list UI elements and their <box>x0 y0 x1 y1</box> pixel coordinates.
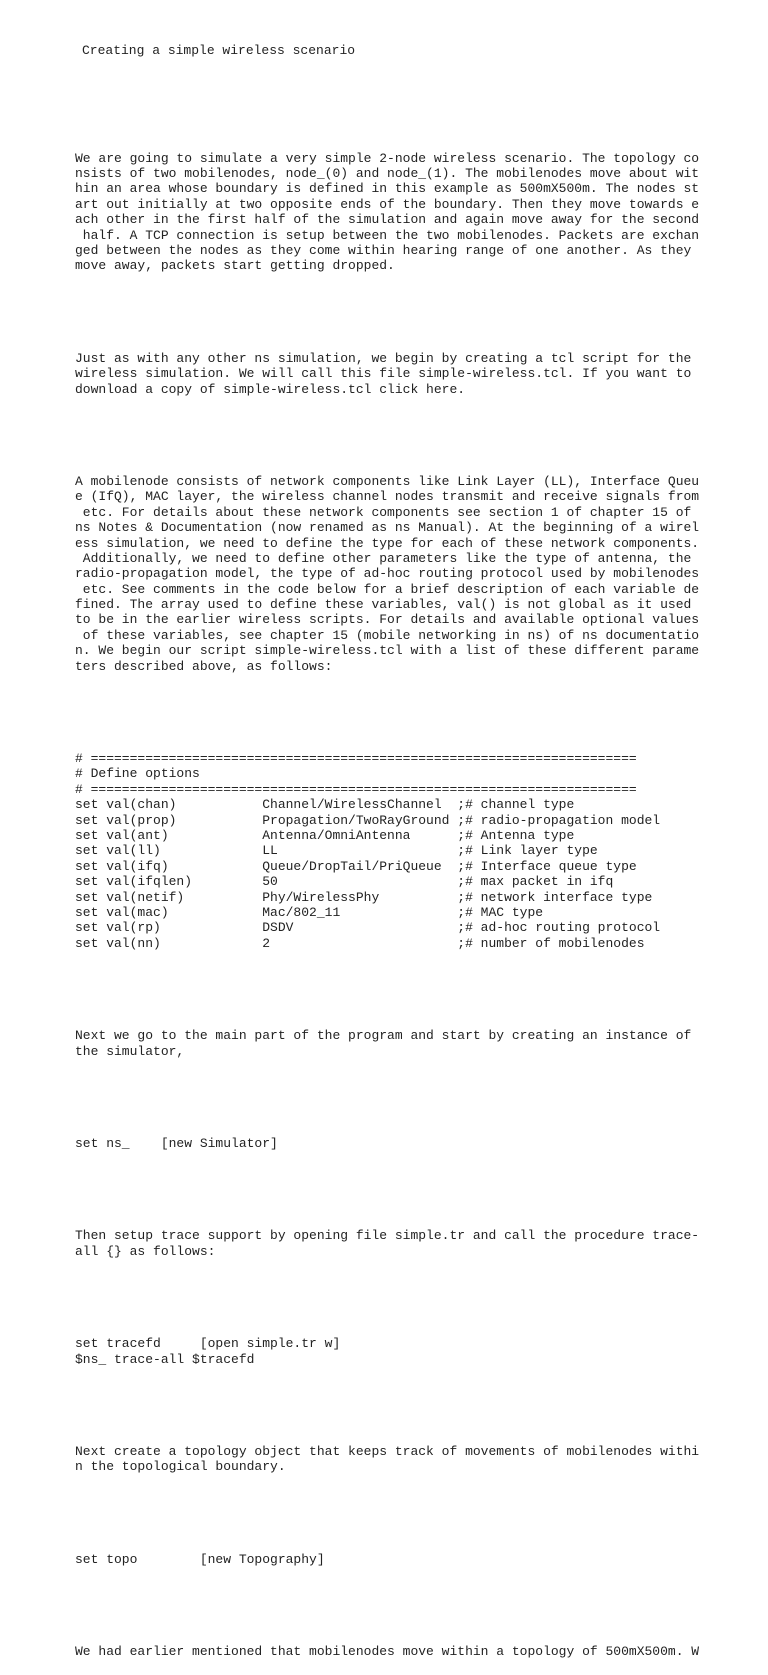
text-line: $ns_ trace-all $tracefd <box>75 1351 255 1367</box>
text-line: Just as with any other ns simulation, we begin by creating a tcl script for the <box>75 350 692 366</box>
text-line: n. We begin our script simple-wireless.tcl with a list of these different parame <box>75 643 700 659</box>
text-line: ess simulation, we need to define the type for each of these network components. <box>75 535 700 551</box>
text-line: set val(mac) Mac/802_11 ;# MAC type <box>75 904 544 920</box>
text-line: etc. For details about these network components see section 1 of chapter 15 of <box>75 504 692 520</box>
text-line: Additionally, we need to define other parameters like the type of antenna, the <box>75 550 692 566</box>
text-line: We are going to simulate a very simple 2-node wireless scenario. The topology co <box>75 150 700 166</box>
paragraph-main-program <box>75 1028 692 1059</box>
text-line: fined. The array used to define these variables, val() is not global as it used <box>75 597 692 613</box>
text-line: set val(rp) DSDV ;# ad-hoc routing protocol <box>75 920 661 936</box>
text-line: set val(ifq) Queue/DropTail/PriQueue ;# Interface queue type <box>75 858 637 874</box>
document-body <box>75 12 700 1675</box>
text-line: all {} as follows: <box>75 1243 216 1259</box>
text-line: radio-propagation model, the type of ad-hoc routing protocol used by mobilenodes <box>75 566 700 582</box>
text-line: the simulator, <box>75 1043 185 1059</box>
paragraph-script <box>75 350 692 397</box>
text-line: set val(nn) 2 ;# number of mobilenodes <box>75 935 645 951</box>
text-line: wireless simulation. We will call this file simple-wireless.tcl. If you want to <box>75 366 692 382</box>
text-line: # ====================================================================== <box>75 751 637 767</box>
code-define-options <box>75 751 675 951</box>
text-line: set val(ant) Antenna/OmniAntenna ;# Antenna type <box>75 828 575 843</box>
paragraph-trace <box>75 1228 700 1259</box>
text-line: set ns_ [new Simulator] <box>75 1135 278 1151</box>
text-line: art out initially at two opposite ends of the boundary. Then they move towards e <box>75 196 700 212</box>
text-line: Next create a topology object that keeps track of movements of mobilenodes withi <box>75 1443 700 1459</box>
text-line: ns Notes & Documentation (now renamed as ns Manual). At the beginning of a wirel <box>75 520 700 536</box>
text-line: to be in the earlier wireless scripts. For details and available optional values <box>75 612 700 628</box>
text-line: set val(ll) LL ;# Link layer type <box>75 843 598 859</box>
text-line: ters described above, as follows: <box>75 658 333 674</box>
text-line: set tracefd [open simple.tr w] <box>75 1336 341 1352</box>
text-line: move away, packets start getting dropped. <box>75 258 395 274</box>
paragraph-intro <box>75 150 700 274</box>
text-line: set topo [new Topography] <box>75 1551 325 1567</box>
text-line: set val(prop) Propagation/TwoRayGround ;# radio-propagation model <box>75 812 661 828</box>
text-line: e (IfQ), MAC layer, the wireless channel nodes transmit and receive signals from <box>75 489 700 505</box>
text-line: ach other in the first half of the simulation and again move away for the second <box>75 212 700 228</box>
text-line: half. A TCP connection is setup between the two mobilenodes. Packets are exchan <box>75 227 700 243</box>
text-line: We had earlier mentioned that mobilenodes move within a topology of 500mX500m. W <box>75 1644 700 1660</box>
text-line: ged between the nodes as they come within hearing range of one another. As they <box>75 242 692 258</box>
page-title: Creating a simple wireless scenario <box>82 42 356 58</box>
text-line: set val(chan) Channel/WirelessChannel ;# channel type <box>75 797 575 813</box>
code-trace <box>75 1336 675 1367</box>
text-line: n the topological boundary. <box>75 1459 286 1475</box>
text-line: set val(ifqlen) 50 ;# max packet in ifq <box>75 874 614 890</box>
paragraph-topology-size <box>75 1644 700 1660</box>
code-topography <box>75 1552 675 1567</box>
text-line: of these variables, see chapter 15 (mobile networking in ns) of ns documentatio <box>75 627 700 643</box>
code-simulator <box>75 1136 675 1151</box>
text-line: Next we go to the main part of the program and start by creating an instance of <box>75 1028 692 1044</box>
text-line: # ====================================================================== <box>75 781 637 797</box>
paragraph-topology <box>75 1443 700 1475</box>
text-line: A mobilenode consists of network components like Link Layer (LL), Interface Queu <box>75 473 700 489</box>
paragraph-mobilenode <box>75 473 700 674</box>
text-line: hin an area whose boundary is defined in this example as 500mX500m. The nodes st <box>75 181 700 197</box>
text-line: etc. See comments in the code below for a brief description of each variable de <box>75 581 700 597</box>
text-line: set val(netif) Phy/WirelessPhy ;# network interface type <box>75 889 653 905</box>
text-line: nsists of two mobilenodes, node_(0) and node_(1). The mobilenodes move about wit <box>75 166 700 182</box>
text-line: Then setup trace support by opening file simple.tr and call the procedure trace- <box>75 1228 700 1244</box>
text-line: download a copy of simple-wireless.tcl click here. <box>75 381 466 397</box>
text-line: # Define options <box>75 766 200 782</box>
